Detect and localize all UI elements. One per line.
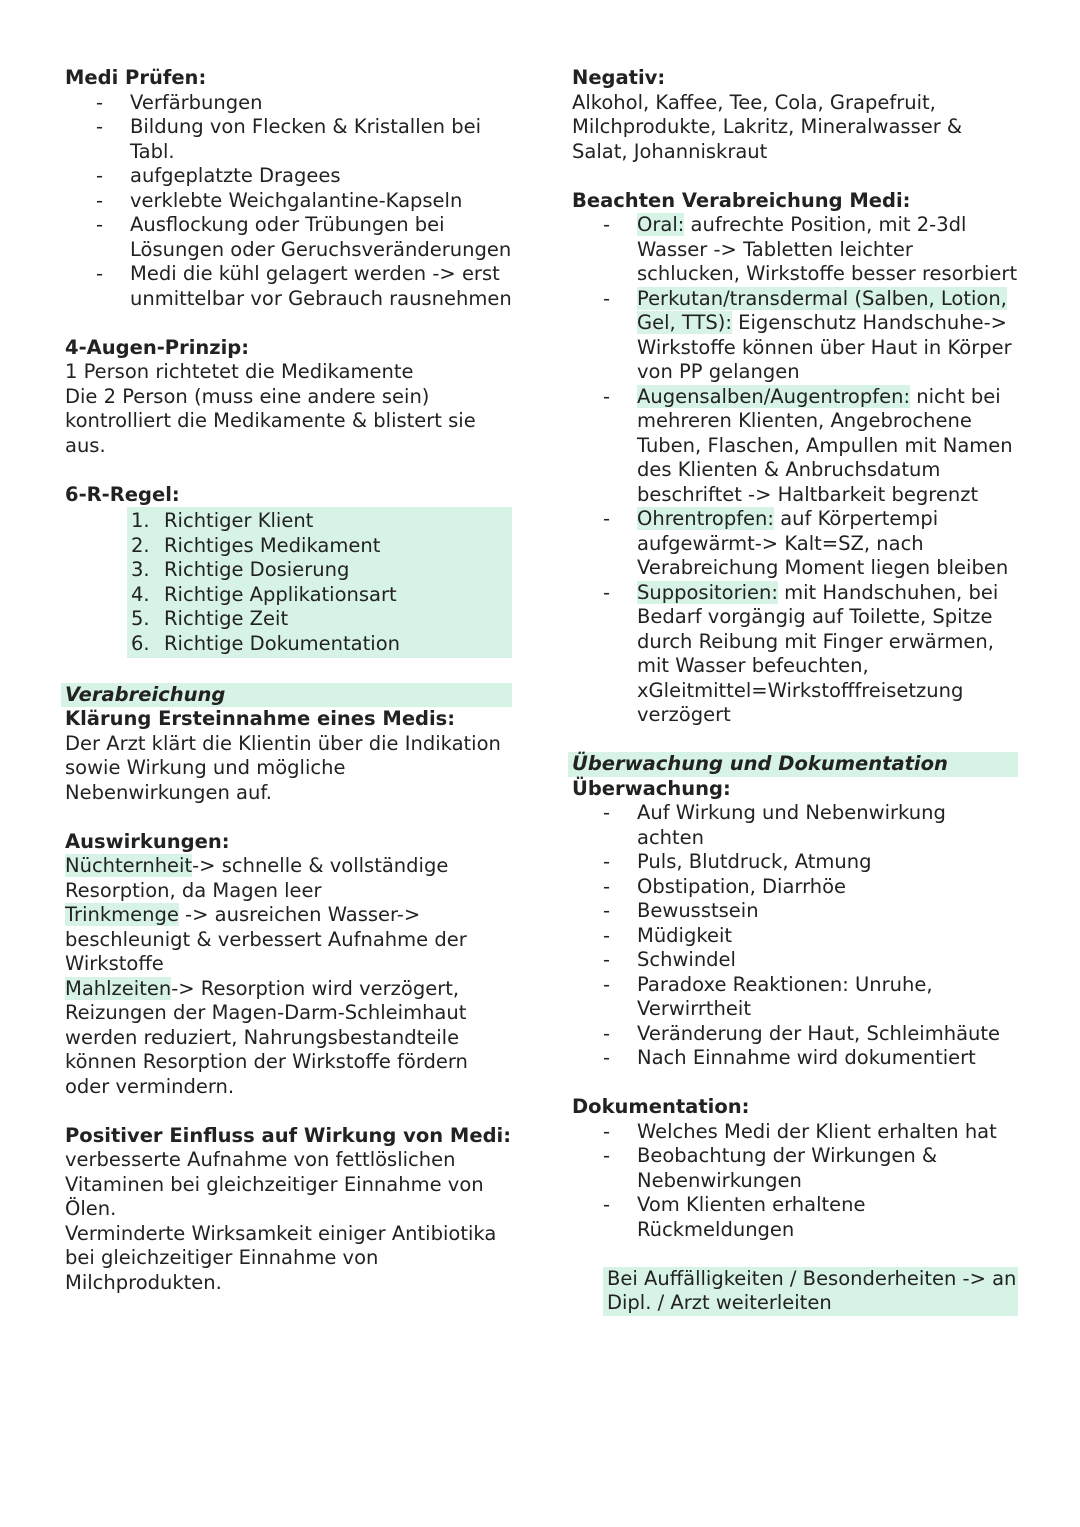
beachten-text: nicht bei mehreren Klienten, Angebrochene Tuben, Flaschen, Ampullen mit Namen des Klienten & Anbruchsdatum beschriftet -> Haltbarkeit begrenzt bbox=[637, 384, 1013, 506]
regel-number: 4. bbox=[131, 582, 150, 606]
regel-text: Richtiger Klient bbox=[164, 509, 314, 532]
augen-prinzip-heading: 4-Augen-Prinzip: bbox=[65, 335, 250, 359]
regel-number: 1. bbox=[131, 509, 150, 532]
auswirkungen-heading: Auswirkungen: bbox=[65, 829, 230, 853]
list-item bbox=[572, 507, 1018, 581]
negativ-text: Alkohol, Kaffee, Tee, Cola, Grapefruit, Milchprodukte, Lakritz, Mineralwasser & Salat, Johanniskraut bbox=[572, 90, 963, 163]
auswirkung-term: Mahlzeiten bbox=[65, 976, 172, 1000]
regel-number: 6. bbox=[131, 631, 150, 655]
list-item: - Nach Einnahme wird dokumentiert bbox=[572, 1046, 1018, 1071]
section-ueberwachung bbox=[572, 752, 1018, 1071]
regel-text: Richtige Zeit bbox=[164, 607, 289, 630]
list-item: - Müdigkeit bbox=[572, 924, 1018, 949]
regel-item bbox=[131, 583, 512, 608]
positiv-line-2: Verminderte Wirksamkeit einiger Antibiotika bei gleichzeitiger Einnahme von Milchprodukten. bbox=[65, 1221, 497, 1294]
auswirkung-item bbox=[65, 903, 512, 977]
list-item: - Bildung von Flecken & Kristallen bei Tabl. bbox=[65, 115, 512, 164]
regel-text: Richtiges Medikament bbox=[164, 533, 381, 557]
beachten-list bbox=[572, 213, 1018, 728]
section-4-augen-prinzip bbox=[65, 336, 512, 459]
list-item: - Schwindel bbox=[572, 948, 1018, 973]
medi-pruefen-heading: Medi Prüfen: bbox=[65, 66, 207, 89]
auswirkung-text: -> ausreichen Wasser-> beschleunigt & verbessert Aufnahme der Wirkstoffe bbox=[65, 903, 467, 975]
list-item: - Obstipation, Diarrhöe bbox=[572, 875, 1018, 900]
list-item: - aufgeplatzte Dragees bbox=[65, 164, 512, 189]
list-item: - Vom Klienten erhaltene Rückmeldungen bbox=[572, 1193, 1018, 1242]
regel-item bbox=[131, 607, 512, 632]
auswirkung-item bbox=[65, 854, 512, 903]
regel-item bbox=[131, 534, 512, 559]
list-item bbox=[572, 385, 1018, 508]
regel-list bbox=[127, 507, 512, 658]
section-medi-pruefen bbox=[65, 66, 512, 311]
ueberwachung-list bbox=[572, 801, 1018, 1071]
positiv-line-1: verbesserte Aufnahme von fettlöslichen Vitaminen bei gleichzeitiger Einnahme von Ölen. bbox=[65, 1148, 484, 1220]
list-item: - Auf Wirkung und Nebenwirkung achten bbox=[572, 801, 1018, 850]
verabreichung-band: Verabreichung bbox=[61, 683, 512, 708]
regel-number: 5. bbox=[131, 607, 150, 630]
list-item: - Bewusstsein bbox=[572, 899, 1018, 924]
beachten-term: Augensalben/Augentropfen: bbox=[637, 384, 911, 408]
beachten-heading: Beachten Verabreichung Medi: bbox=[572, 188, 911, 212]
dokumentation-heading: Dokumentation: bbox=[572, 1095, 750, 1118]
regel-text: Richtige Dokumentation bbox=[164, 631, 400, 655]
ersteinnahme-text: Der Arzt klärt die Klientin über die Indikation sowie Wirkung und mögliche Nebenwirkungen auf. bbox=[65, 731, 501, 804]
regel-heading: 6-R-Regel: bbox=[65, 482, 180, 506]
augen-line-1: 1 Person richtetet die Medikamente bbox=[65, 360, 414, 383]
list-item: - Paradoxe Reaktionen: Unruhe, Verwirrtheit bbox=[572, 973, 1018, 1022]
auswirkung-item bbox=[65, 977, 512, 1100]
beachten-term: Oral: bbox=[637, 213, 685, 236]
auswirkung-term: Nüchternheit bbox=[65, 854, 193, 877]
auswirkung-text: -> schnelle & vollständige Resorption, da Magen leer bbox=[65, 854, 449, 902]
section-verabreichung bbox=[65, 683, 512, 806]
regel-number: 2. bbox=[131, 533, 150, 557]
regel-number: 3. bbox=[131, 558, 150, 581]
regel-text: Richtige Dosierung bbox=[164, 558, 350, 581]
negativ-heading: Negativ: bbox=[572, 66, 666, 89]
section-6-r-regel bbox=[65, 483, 512, 659]
positiv-heading: Positiver Einfluss auf Wirkung von Medi: bbox=[65, 1123, 512, 1147]
list-item: - Puls, Blutdruck, Atmung bbox=[572, 850, 1018, 875]
ueberwachung-band: Überwachung und Dokumentation bbox=[568, 752, 1018, 777]
auswirkung-text: -> Resorption wird verzögert, Reizungen der Magen-Darm-Schleimhaut werden reduziert, Nahrungsbestandteile können Resorption der Wirkstoffe fördern oder vermindern. bbox=[65, 976, 468, 1098]
left-column bbox=[65, 66, 512, 1295]
beachten-term: Ohrentropfen: bbox=[637, 507, 774, 530]
dokumentation-list bbox=[572, 1120, 1018, 1243]
list-item bbox=[572, 287, 1018, 385]
list-item: - Medi die kühl gelagert werden -> erst unmittelbar vor Gebrauch rausnehmen bbox=[65, 262, 512, 311]
beachten-text: mit Handschuhen, bei Bedarf vorgängig auf Toilette, Spitze durch Reibung mit Finger erwärmen, mit Wasser befeuchten, xGleitmittel=Wirkstofffreisetzung verzögert bbox=[637, 580, 999, 726]
list-item: - Beobachtung der Wirkungen & Nebenwirkungen bbox=[572, 1144, 1018, 1193]
beachten-text: Eigenschutz Handschuhe-> Wirkstoffe können über Haut in Körper von PP gelangen bbox=[637, 311, 1012, 383]
list-item: - Verfärbungen bbox=[65, 91, 512, 116]
section-dokumentation bbox=[572, 1095, 1018, 1316]
right-column bbox=[572, 66, 1018, 1316]
beachten-term: Perkutan/transdermal (Salben, Lotion, Gel, TTS): bbox=[637, 286, 1007, 334]
regel-item bbox=[131, 558, 512, 583]
section-negativ bbox=[572, 66, 1018, 164]
auswirkung-term: Trinkmenge bbox=[65, 903, 179, 926]
weiterleiten-note: Bei Auffälligkeiten / Besonderheiten -> an Dipl. / Arzt weiterleiten bbox=[603, 1267, 1018, 1316]
augen-line-2: Die 2 Person (muss eine andere sein) kontrolliert die Medikamente & blistert sie aus. bbox=[65, 384, 476, 457]
beachten-term: Suppositorien: bbox=[637, 580, 778, 604]
ersteinnahme-heading: Klärung Ersteinnahme eines Medis: bbox=[65, 707, 456, 730]
section-beachten-verabreichung bbox=[572, 189, 1018, 728]
medi-pruefen-list bbox=[65, 91, 512, 312]
list-item bbox=[572, 213, 1018, 287]
beachten-text: aufrechte Position, mit 2-3dl Wasser -> Tabletten leichter schlucken, Wirkstoffe besser resorbiert bbox=[637, 213, 1018, 285]
list-item bbox=[572, 581, 1018, 728]
regel-item bbox=[131, 509, 512, 534]
list-item: - Veränderung der Haut, Schleimhäute bbox=[572, 1022, 1018, 1047]
list-item: - Welches Medi der Klient erhalten hat bbox=[572, 1120, 1018, 1145]
beachten-text: auf Körpertempi aufgewärmt-> Kalt=SZ, nach Verabreichung Moment liegen bleiben bbox=[637, 507, 1009, 579]
section-positiver-einfluss bbox=[65, 1124, 512, 1296]
list-item: - verklebte Weichgalantine-Kapseln bbox=[65, 189, 512, 214]
section-auswirkungen bbox=[65, 830, 512, 1100]
regel-text: Richtige Applikationsart bbox=[164, 582, 397, 606]
regel-item bbox=[131, 632, 512, 657]
list-item: - Ausflockung oder Trübungen bei Lösungen oder Geruchsveränderungen bbox=[65, 213, 512, 262]
ueberwachung-heading: Überwachung: bbox=[572, 776, 731, 800]
